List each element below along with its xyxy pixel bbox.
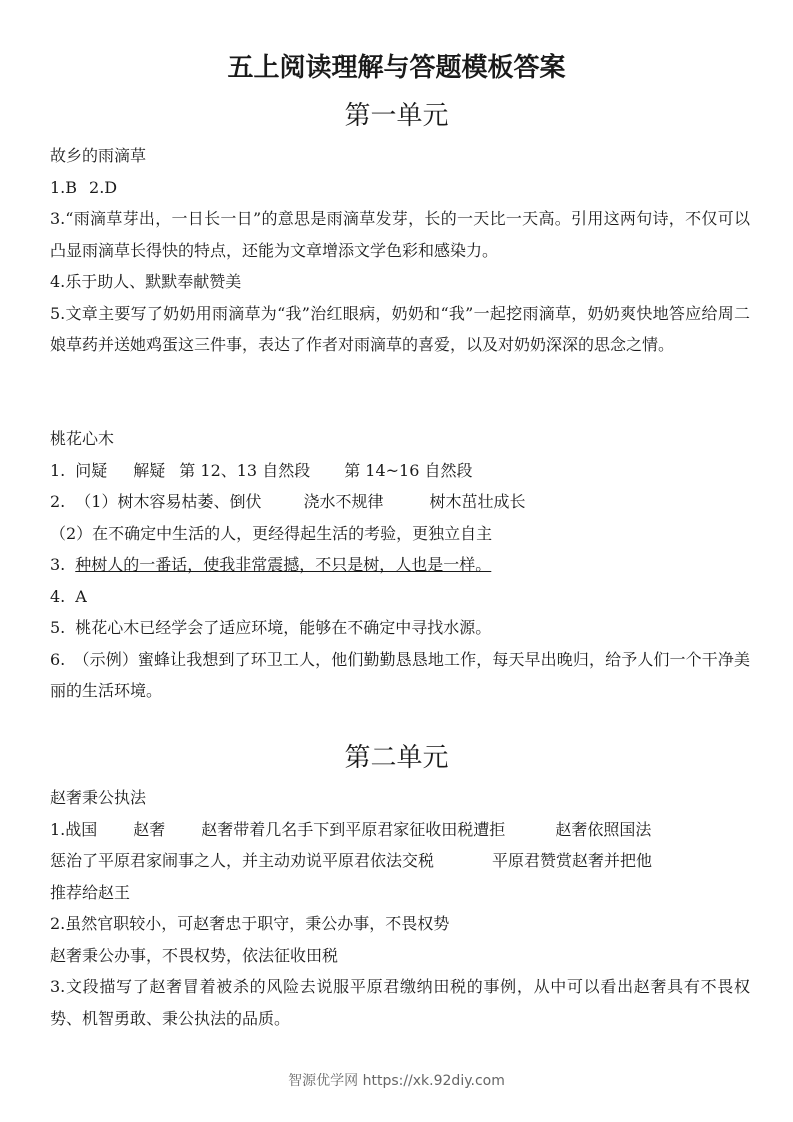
answer-1-line3: 推荐给赵王 [50, 882, 131, 902]
section-title: 故乡的雨滴草 [50, 146, 147, 165]
section-toona [50, 423, 750, 707]
answer-part: 第 14~16 自然段 [344, 460, 473, 480]
answer-1 [50, 455, 750, 487]
section-title: 桃花心木 [50, 429, 115, 448]
section-rain-grass [50, 140, 750, 361]
answer-part: 解疑 [133, 460, 166, 480]
answer-5 [50, 612, 750, 644]
section-zhao-she [50, 782, 750, 1034]
footer-watermark: 智源优学网 https://xk.92diy.com [288, 1073, 505, 1089]
answer-2: 2.虽然官职较小，可赵奢忠于职守，秉公办事，不畏权势 [50, 914, 450, 933]
answer-number: 1. [50, 460, 66, 480]
answer-number: 3. [50, 555, 66, 574]
answer-6: 6. （示例）蜜蜂让我想到了环卫工人，他们勤勤恳恳地工作，每天早出晚归，给予人们一个干净美丽的生活环境。 [50, 649, 750, 700]
answer-part: 第 12、13 自然段 [179, 460, 311, 480]
unit-heading-2: 第二单元 [344, 743, 449, 773]
answer-2-extra: 赵奢秉公办事，不畏权势，依法征收田税 [50, 945, 339, 965]
answer-part: 1.战国 [50, 819, 98, 839]
answer-1-2 [50, 172, 750, 204]
underlined-answer: 种树人的一番话，使我非常震撼，不只是树，人也是一样。 [75, 555, 492, 574]
answer-part: （1）树木容易枯萎、倒伏 [75, 492, 262, 511]
answer-part: 问疑 [75, 460, 108, 480]
answer-1-line2 [50, 845, 750, 877]
answer-5: 5.文章主要写了奶奶用雨滴草为“我”治红眼病，奶奶和“我”一起挖雨滴草，奶奶爽快地答应给周二娘草药并送她鸡蛋这三件事，表达了作者对雨滴草的喜爱，以及对奶奶深深的思念之情。 [50, 303, 750, 354]
answer-part: 赵奢依照国法 [555, 819, 652, 839]
answer-3: 3.“雨滴草芽出，一日长一日”的意思是雨滴草发芽，长的一天比一天高。引用这两句诗，不仅可以凸显雨滴草长得快的特点，还能为文章增添文学色彩和感染力。 [50, 209, 750, 260]
answer-2 [50, 486, 750, 518]
section-title: 赵奢秉公执法 [50, 788, 147, 807]
answer-part: 惩治了平原君家闹事之人，并主动劝说平原君依法交税 [50, 851, 435, 870]
answer-part: 树木茁壮成长 [429, 492, 526, 511]
answer-part: A [75, 586, 87, 606]
unit-heading-1: 第一单元 [344, 101, 449, 131]
answer-2: 2.D [89, 177, 118, 197]
answer-2-sub2: （2）在不确定中生活的人，更经得起生活的考验，更独立自主 [50, 523, 493, 543]
answer-number: 5. [50, 618, 66, 637]
answer-part: 赵奢带着几名手下到平原君家征收田税遭拒 [201, 819, 506, 839]
answer-part: 平原君赞赏赵奢并把他 [492, 851, 653, 870]
answer-part: 赵奢 [133, 819, 166, 839]
answer-number: 4. [50, 586, 66, 606]
answer-3 [50, 549, 750, 581]
answer-part: 浇水不规律 [303, 492, 384, 511]
answer-number: 2. [50, 492, 66, 511]
answer-1: 1.B [50, 177, 78, 197]
answer-4 [50, 581, 750, 613]
document-title: 五上阅读理解与答题模板答案 [227, 53, 566, 83]
answer-part: 桃花心木已经学会了适应环境，能够在不确定中寻找水源。 [75, 618, 492, 637]
answer-3: 3.文段描写了赵奢冒着被杀的风险去说服平原君缴纳田税的事例，从中可以看出赵奢具有不畏权势、机智勇敢、秉公执法的品质。 [50, 977, 750, 1028]
answer-1-line1 [50, 814, 750, 846]
answer-4: 4.乐于助人、默默奉献赞美 [50, 272, 242, 291]
